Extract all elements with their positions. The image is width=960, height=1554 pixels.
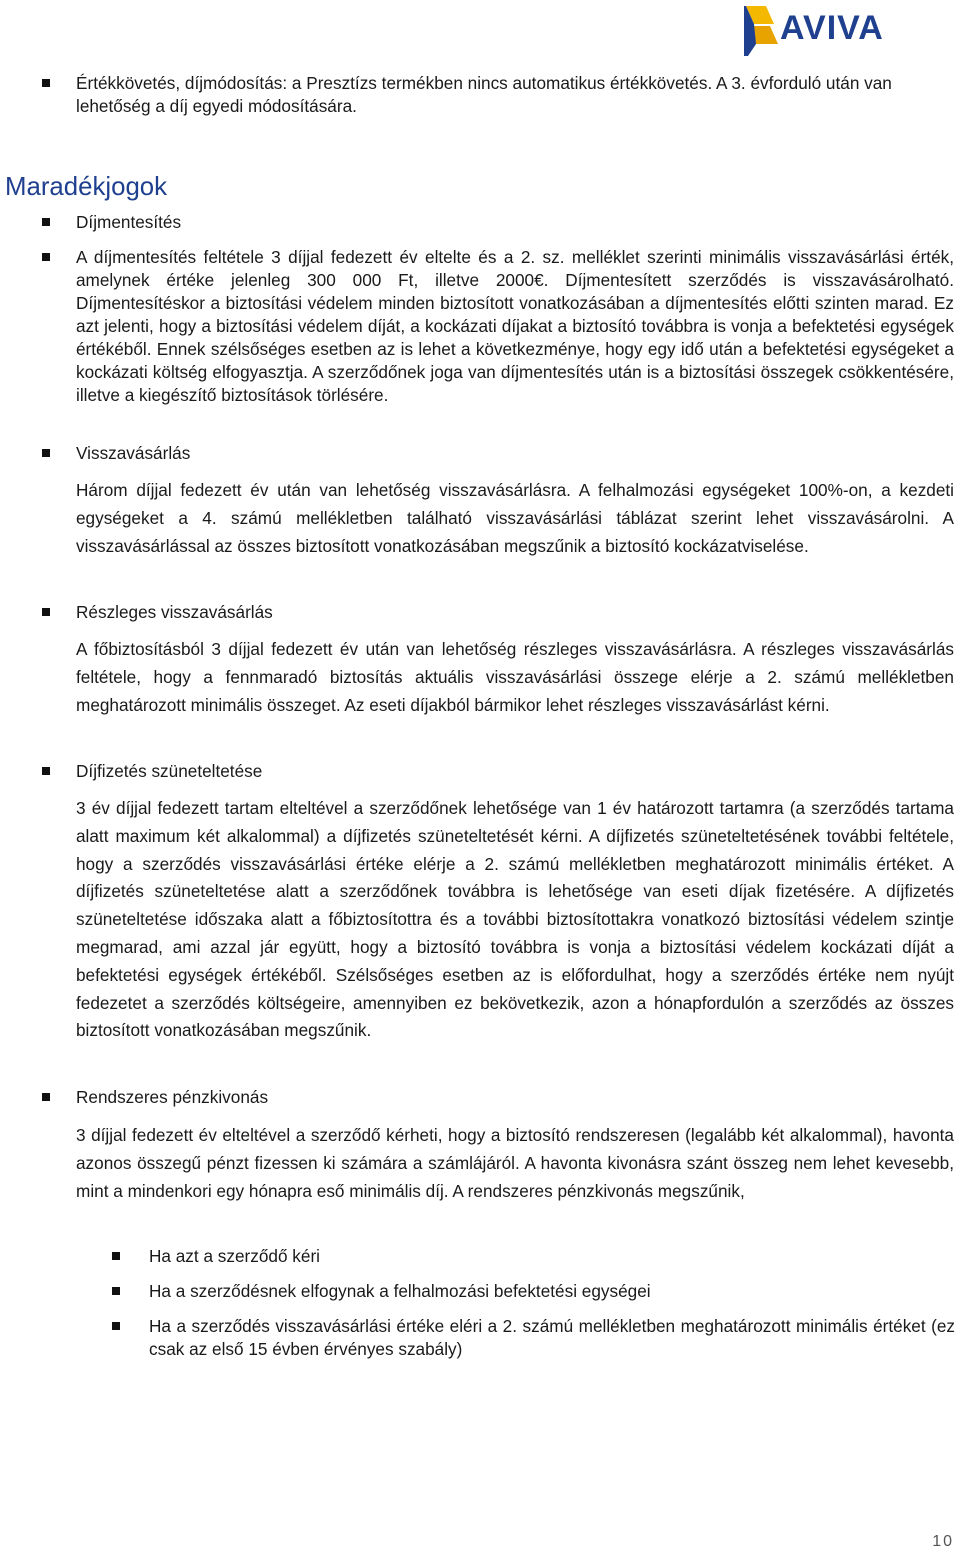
item-title: Részleges visszavásárlás bbox=[76, 602, 273, 622]
aviva-logo bbox=[744, 4, 956, 56]
aviva-flag-icon bbox=[744, 4, 784, 56]
bullet-square-icon bbox=[42, 449, 50, 457]
bullet-square-icon bbox=[42, 608, 50, 616]
sub-list-item bbox=[149, 1245, 955, 1268]
list-item-szuneteltetes bbox=[76, 760, 954, 783]
sub-item-text: Ha azt a szerződő kéri bbox=[149, 1246, 320, 1266]
item-title: Visszavásárlás bbox=[76, 443, 191, 463]
bullet-square-icon bbox=[42, 767, 50, 775]
item-text: A díjmentesítés feltétele 3 díjjal fedezett év eltelte és a 2. sz. melléklet szerinti minimális visszavásárlási érték, amelynek értéke jelenleg 300 000 Ft, illetve 2000€. Díjmentesített szerződés is visszavásárolható. Díjmentesítéskor a biztosítási védelem minden biztosított vonatkozásában a díjmentesítés előtti szinten marad. Ez azt jelenti, hogy a biztosítási védelem díját, a kockázati díjakat a biztosító továbbra is vonja a befektetési egységek értékéből. Ennek szélsőséges esetben az is lehet a következménye, hogy egy idő után a befektetési egységeket a kockázati költség elfogyasztja. A szerződőnek joga van díjmentesítés után is a biztosítási összegek csökkentésére, illetve a kiegészítő biztosítások törlésére. bbox=[76, 247, 954, 405]
list-item-dijmentesites-body bbox=[76, 246, 954, 407]
paragraph-penzkivonas: 3 díjjal fedezett év elteltével a szerződő kérheti, hogy a biztosító rendszeresen (legalább két alkalommal), havonta azonos összegű pénzt fizessen ki számára a számlájáról. A havonta kivonásra szánt összeg nem lehet kevesebb, mint a mindenkori egy hónapra eső minimális díj. A rendszeres pénzkivonás megszűnik, bbox=[76, 1125, 954, 1201]
paragraph-szuneteltetes: 3 év díjjal fedezett tartam elteltével a szerződőnek lehetősége van 1 év határozott tartamra (a szerződés tartama alatt maximum két alkalommal) a díjfizetés szüneteltetését kérni. A díjfizetés szüneteltetésének további feltétele, hogy a szerződés visszavásárlási értéke elérje a 2. számú mellékletben meghatározott minimális értéket. A díjfizetés szüneteltetése alatt a szerződőnek továbbra is lehetősége van eseti díjak fizetésére. A díjfizetés szüneteltetése időszaka alatt a főbiztosítottra és a további biztosítottakra vonatkozó biztosítási védelem szintje megmarad, ami azzal jár együtt, hogy a biztosító továbbra is vonja a biztosítási védelem kockázati díját a befektetési egységek értékéből. Szélsőséges esetben az is előfordulhat, hogy a szerződés értéke nem nyújt fedezetet a szerződés költségeire, amennyiben ez bekövetkezik, azon a hónapfordulón a szerződés az összes biztosított vonatkozásában megszűnik. bbox=[76, 798, 954, 1041]
item-title: Díjfizetés szüneteltetése bbox=[76, 761, 263, 781]
item-title: Rendszeres pénzkivonás bbox=[76, 1087, 269, 1107]
sub-item-text: Ha a szerződés visszavásárlási értéke eléri a 2. számú mellékletben meghatározott minimális értéket (ez csak az első 15 évben érvényes szabály) bbox=[149, 1316, 955, 1359]
bullet-square-icon bbox=[112, 1252, 120, 1260]
item-title: Díjmentesítés bbox=[76, 212, 182, 232]
logo-text: AVIVA bbox=[780, 9, 884, 47]
bullet-square-icon bbox=[42, 1093, 50, 1101]
bullet-square-icon bbox=[42, 218, 50, 226]
list-item-dijmentesites bbox=[76, 211, 954, 234]
bullet-square-icon bbox=[42, 253, 50, 261]
paragraph-reszleges: A főbiztosításból 3 díjjal fedezett év után van lehetőség részleges visszavásárlásra. A részleges visszavásárlás feltétele, hogy a fennmaradó biztosítás aktuális visszavásárlási összege elérje a 2. számú mellékletben meghatározott minimális összeget. Az eseti díjakból bármikor lehet részleges visszavásárlást kérni. bbox=[76, 639, 954, 715]
item-text: Értékkövetés, díjmódosítás: a Presztízs termékben nincs automatikus értékkövetés. A 3. évforduló után van lehetőség a díj egyedi módosítására. bbox=[76, 73, 892, 116]
sub-list-item bbox=[149, 1315, 955, 1361]
bullet-square-icon bbox=[112, 1287, 120, 1295]
list-item-reszleges bbox=[76, 601, 954, 624]
bullet-square-icon bbox=[112, 1322, 120, 1330]
list-item-ertekkovetes bbox=[76, 72, 954, 118]
list-item-visszavasarlas bbox=[76, 442, 954, 465]
section-heading: Maradékjogok bbox=[5, 173, 168, 201]
bullet-square-icon bbox=[42, 79, 50, 87]
sub-list-item bbox=[149, 1280, 955, 1303]
page-number: 10 bbox=[932, 1533, 954, 1550]
paragraph-visszavasarlas: Három díjjal fedezett év után van lehetőség visszavásárlásra. A felhalmozási egységeket 100%-on, a kezdeti egységeket a 4. számú mellékletben található visszavásárlási táblázat szerint lehet visszavásárolni. A visszavásárlással az összes biztosított vonatkozásában megszűnik a biztosító kockázatviselése. bbox=[76, 480, 954, 556]
sub-item-text: Ha a szerződésnek elfogynak a felhalmozási befektetési egységei bbox=[149, 1281, 651, 1301]
list-item-penzkivonas bbox=[76, 1086, 954, 1109]
